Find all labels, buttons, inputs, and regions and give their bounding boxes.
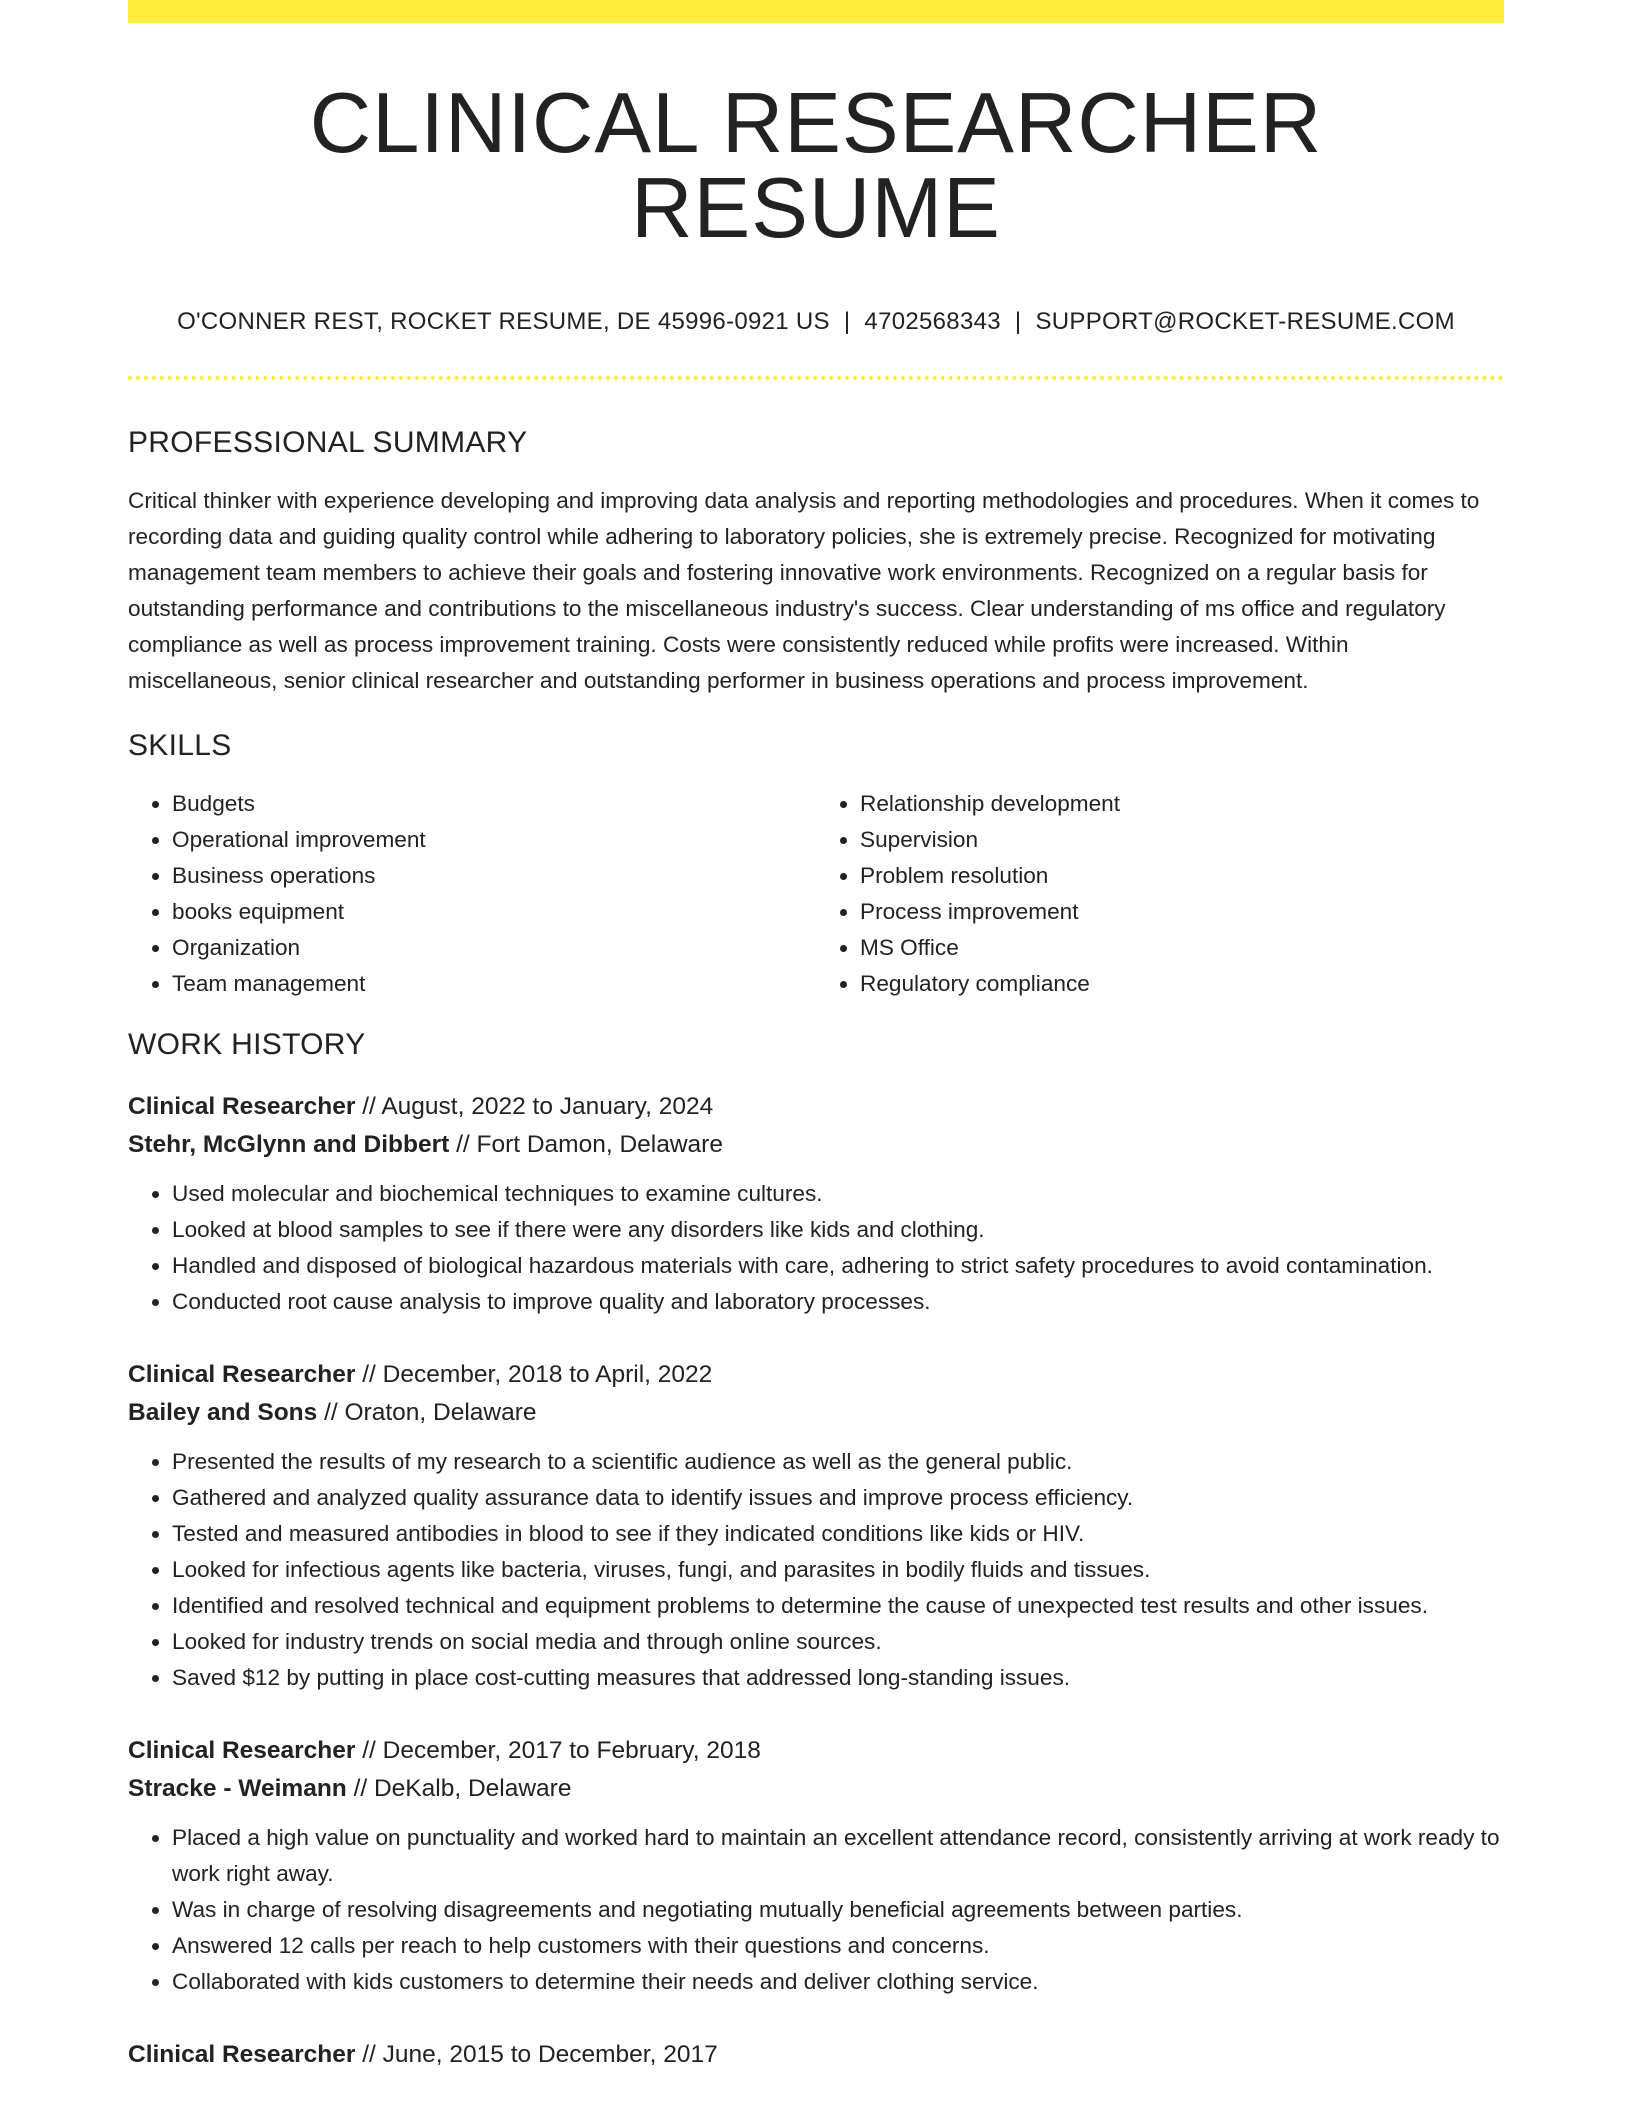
job-bullet: • Answered 12 calls per reach to help customers with their questions and concerns. xyxy=(172,1928,1504,1964)
skill-item: • Operational improvement xyxy=(172,822,816,858)
job-dates: // August, 2022 to January, 2024 xyxy=(355,1093,714,1120)
job-bullets xyxy=(128,1444,1504,1696)
job-bullet: • Used molecular and biochemical techniques to examine cultures. xyxy=(172,1176,1504,1212)
job-title-line xyxy=(128,1356,1504,1394)
skills-column-right xyxy=(816,786,1504,1002)
job-entry xyxy=(128,1088,1504,1320)
job-bullet: • Tested and measured antibodies in blood to see if they indicated conditions like kids or HIV. xyxy=(172,1516,1504,1552)
skill-item: • Budgets xyxy=(172,786,816,822)
dotted-divider xyxy=(128,376,1504,380)
summary-text: Critical thinker with experience developing and improving data analysis and reporting methodologies and procedures. When it comes to recording data and guiding quality control while adhering to laboratory policies, she is extremely precise. Recognized for motivating management team members to achieve their goals and fostering innovative work environments. Recognized on a regular basis for outstanding performance and contributions to the miscellaneous industry's success. Clear understanding of ms office and regulatory compliance as well as process improvement training. Costs were consistently reduced while profits were increased. Within miscellaneous, senior clinical researcher and outstanding performer in business operations and process improvement. xyxy=(128,488,1480,693)
job-dates: // June, 2015 to December, 2017 xyxy=(355,2041,718,2068)
contact-separator: | xyxy=(1014,308,1022,335)
job-company: Stehr, McGlynn and Dibbert xyxy=(128,1131,450,1158)
skill-item: • Process improvement xyxy=(860,894,1504,930)
summary-heading: PROFESSIONAL SUMMARY xyxy=(128,426,528,459)
contact-separator: | xyxy=(843,308,851,335)
job-title: Clinical Researcher xyxy=(128,1737,356,1764)
skill-item: • Team management xyxy=(172,966,816,1002)
skill-item: • MS Office xyxy=(860,930,1504,966)
skills-grid xyxy=(128,786,1504,1002)
job-bullet: • Looked at blood samples to see if there were any disorders like kids and clothing. xyxy=(172,1212,1504,1248)
job-bullet: • Collaborated with kids customers to determine their needs and deliver clothing service. xyxy=(172,1964,1504,2000)
job-location: // DeKalb, Delaware xyxy=(346,1775,572,1802)
job-bullet: • Saved $12 by putting in place cost-cutting measures that addressed long-standing issues. xyxy=(172,1660,1504,1696)
contact-line xyxy=(128,308,1504,336)
job-entry xyxy=(128,1356,1504,1696)
job-company: Stracke - Weimann xyxy=(128,1775,347,1802)
job-dates: // December, 2018 to April, 2022 xyxy=(355,1361,713,1388)
job-bullet: • Identified and resolved technical and equipment problems to determine the cause of unexpected test results and other issues. xyxy=(172,1588,1504,1624)
job-title: Clinical Researcher xyxy=(128,1361,356,1388)
resume-title: CLINICAL RESEARCHER RESUME xyxy=(309,76,1323,256)
skills-column-left xyxy=(128,786,816,1002)
contact-email: SUPPORT@ROCKET-RESUME.COM xyxy=(1035,308,1455,335)
job-company: Bailey and Sons xyxy=(128,1399,318,1426)
job-bullet: • Placed a high value on punctuality and worked hard to maintain an excellent attendance record, consistently arriving at work ready to work right away. xyxy=(172,1820,1504,1892)
job-title-line xyxy=(128,2036,1504,2074)
job-title-line xyxy=(128,1732,1504,1770)
job-title: Clinical Researcher xyxy=(128,2041,356,2068)
skills-heading: SKILLS xyxy=(128,729,232,762)
job-bullet: • Gathered and analyzed quality assurance data to identify issues and improve process efficiency. xyxy=(172,1480,1504,1516)
job-company-line xyxy=(128,1770,1504,1808)
job-title-line xyxy=(128,1088,1504,1126)
skill-item: • Relationship development xyxy=(860,786,1504,822)
job-bullet: • Looked for infectious agents like bacteria, viruses, fungi, and parasites in bodily fluids and tissues. xyxy=(172,1552,1504,1588)
job-company-line xyxy=(128,1126,1504,1164)
job-location: // Oraton, Delaware xyxy=(317,1399,537,1426)
contact-address: O'CONNER REST, ROCKET RESUME, DE 45996-0921 US xyxy=(177,308,830,335)
job-bullet: • Conducted root cause analysis to improve quality and laboratory processes. xyxy=(172,1284,1504,1320)
job-entry xyxy=(128,2036,1504,2074)
job-bullet: • Looked for industry trends on social media and through online sources. xyxy=(172,1624,1504,1660)
work-history-heading: WORK HISTORY xyxy=(128,1028,366,1061)
job-company-line xyxy=(128,1394,1504,1432)
skill-item: • Organization xyxy=(172,930,816,966)
job-bullet: • Was in charge of resolving disagreements and negotiating mutually beneficial agreements between parties. xyxy=(172,1892,1504,1928)
work-history-list xyxy=(128,1088,1504,2074)
job-title: Clinical Researcher xyxy=(128,1093,356,1120)
skill-item: • Regulatory compliance xyxy=(860,966,1504,1002)
job-dates: // December, 2017 to February, 2018 xyxy=(355,1737,761,1764)
top-accent-bar xyxy=(128,0,1504,23)
job-bullet: • Presented the results of my research to a scientific audience as well as the general public. xyxy=(172,1444,1504,1480)
job-bullets xyxy=(128,1176,1504,1320)
skill-item: • Supervision xyxy=(860,822,1504,858)
job-location: // Fort Damon, Delaware xyxy=(449,1131,723,1158)
job-entry xyxy=(128,1732,1504,2000)
skill-item: • Problem resolution xyxy=(860,858,1504,894)
resume-page xyxy=(128,0,1504,2074)
job-bullet: • Handled and disposed of biological hazardous materials with care, adhering to strict safety procedures to avoid contamination. xyxy=(172,1248,1504,1284)
job-bullets xyxy=(128,1820,1504,2000)
skill-item: • Business operations xyxy=(172,858,816,894)
contact-phone: 4702568343 xyxy=(864,308,1001,335)
skill-item: • books equipment xyxy=(172,894,816,930)
